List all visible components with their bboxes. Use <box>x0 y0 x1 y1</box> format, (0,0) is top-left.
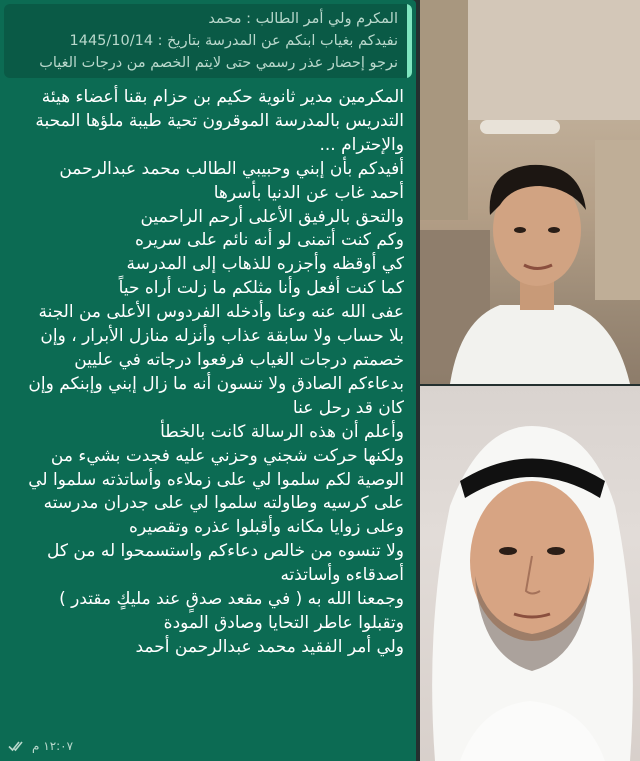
message-line: ولي أمر الفقيد محمد عبدالرحمن أحمد <box>135 636 404 657</box>
message-line: ولا تنسوه من خالص دعاءكم واستسمحوا له من كل <box>47 541 404 562</box>
message-line: وكم كنت أتمنى لو أنه نائم على سريره <box>134 230 404 251</box>
quoted-message[interactable] <box>4 4 412 78</box>
message-line: بدعاءكم الصادق ولا تنسون أنه ما زال إبني وإبنكم وإن <box>28 373 404 394</box>
message-line: ولكنها حركت شجني وحزني عليه فجدت بشيء من <box>50 445 404 466</box>
message-line: والإحترام ... <box>319 134 404 155</box>
young-man-photo[interactable] <box>420 0 640 384</box>
message-line: وجمعنا الله به ( في مقعد صدقٍ عند مليكٍ مقتدر ) <box>59 589 404 610</box>
message-line: وأعلم أن هذه الرسالة كانت بالخطأ <box>160 421 404 442</box>
message-line: والتحق بالرفيق الأعلى أرحم الراحمين <box>140 206 404 227</box>
message-line: كما كنت أفعل وأنا مثلكم ما زلت أراه حياً <box>118 278 404 299</box>
message-line: عفى الله عنه وعنا وأدخله الفردوس الأعلى من الجنة <box>38 302 404 323</box>
quoted-line: نفيدكم بغياب ابنكم عن المدرسة بتاريخ : 1445/10/14 <box>69 33 398 49</box>
message-time: ١٢:٠٧ م <box>32 739 74 753</box>
message-line: التدريس بالمدرسة الموقرون تحية طيبة ملؤها المحبة <box>35 110 404 131</box>
message-line: بلا حساب ولا سابقة عذاب وأنزله منازل الأبرار ، وإن <box>40 326 404 347</box>
message-line: وتقبلوا عاطر التحايا وصادق المودة <box>163 612 404 633</box>
man-in-ghutra-photo[interactable] <box>420 386 640 761</box>
message-body <box>8 86 404 660</box>
message-line: كي أوقظه وأجزره للذهاب إلى المدرسة <box>126 254 404 275</box>
message-line: الوصية لكم سلموا لي على زملاءه وأساتذته سلموا لي <box>28 469 404 490</box>
quoted-line: المكرم ولي أمر الطالب : محمد <box>208 11 398 27</box>
message-line: كان قد رحل عنا <box>292 397 404 418</box>
message-line: أفيدكم بأن إبني وحبيبي الطالب محمد عبدالرحمن <box>59 158 404 179</box>
message-line: أحمد غاب عن الدنيا بأسرها <box>213 182 404 203</box>
message-line: أصدقاءه وأساتذته <box>280 565 404 586</box>
double-check-icon <box>8 740 26 752</box>
message-line: المكرمين مدير ثانوية حكيم بن حزام بقنا أعضاء هيئة <box>41 87 404 107</box>
message-line: على كرسيه وطاولته سلموا لي على جدران مدرسته <box>43 493 404 514</box>
quoted-line: نرجو إحضار عذر رسمي حتى لايتم الخصم من درجات الغياب <box>39 55 398 71</box>
message-line: وعلى زوايا مكانه وأقبلوا عذره وتقصيره <box>129 517 404 538</box>
quote-accent-bar <box>407 4 412 78</box>
message-meta <box>8 737 73 755</box>
quoted-message-text <box>6 8 398 74</box>
message-line: خصمتم درجات الغياب فرفعوا درجاته في عليين <box>74 349 404 370</box>
